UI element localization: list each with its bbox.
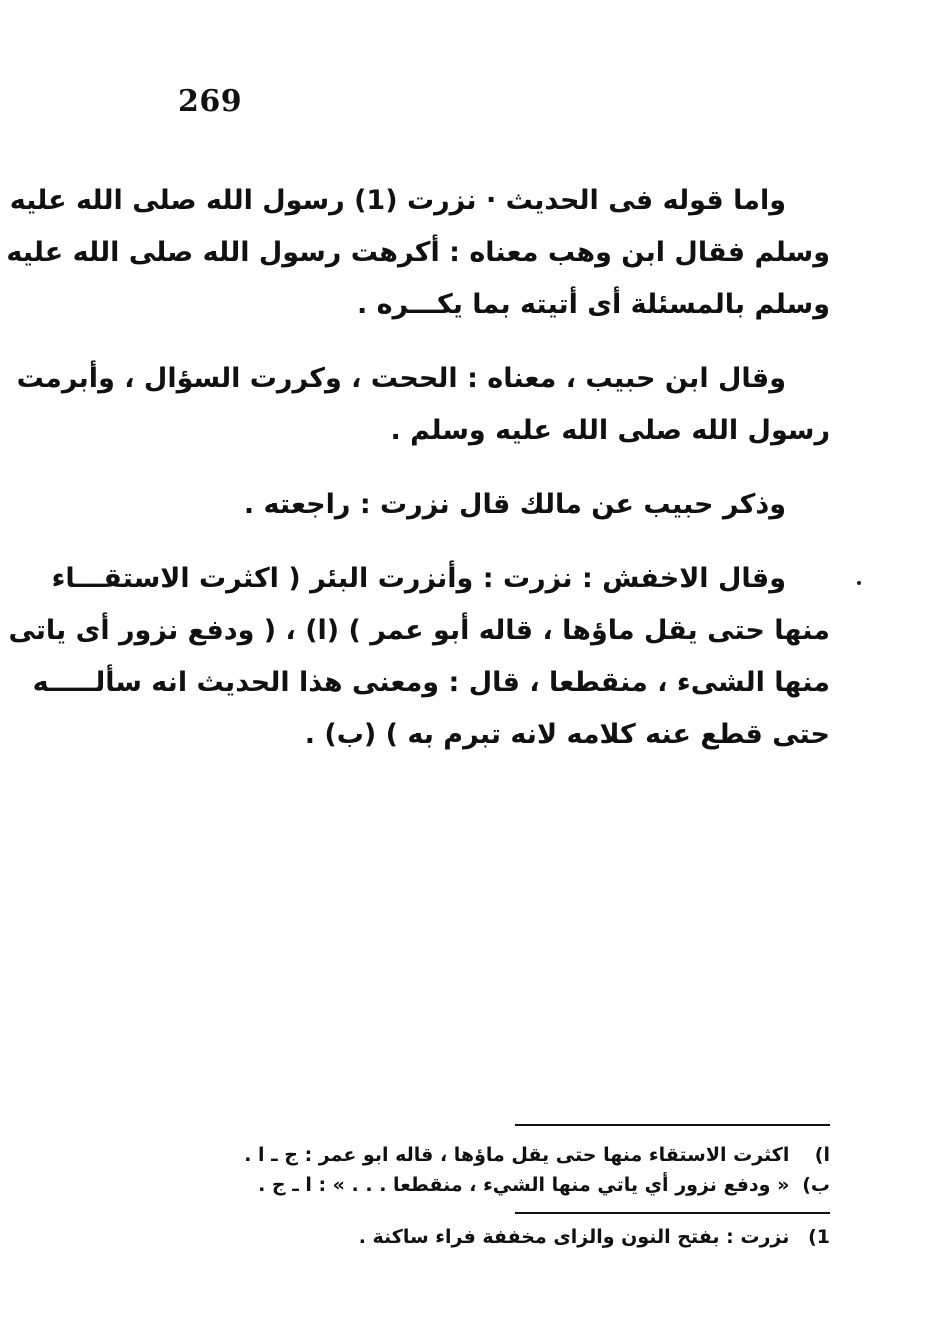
text-line: منها حتى يقل ماؤها ، قاله أبو عمر ) (ا) ، ( ودفع نزور أى ياتى [8, 615, 830, 646]
text-line: وسلم بالمسئلة أى أتيته بما يكـــره . [356, 289, 830, 320]
footnote-marker: ا) [814, 1144, 830, 1166]
footnote [150, 1222, 830, 1252]
text-line: وسلم فقال ابن وهب معناه : أكرهت رسول الله صلى الله عليه [6, 237, 830, 268]
text-line: واما قوله فى الحديث · نزرت (1) رسول الله صلى الله عليه [9, 185, 786, 216]
text-line: وقال ابن حبيب ، معناه : الححت ، وكررت السؤال ، وأبرمت [16, 363, 786, 394]
numbered-footnotes [150, 1222, 830, 1252]
paragraph [150, 479, 830, 531]
paragraph [6, 175, 830, 331]
variant-footnotes [150, 1140, 830, 1200]
footnote-marker: 1) [808, 1226, 830, 1248]
text-line: حتى قطع عنه كلامه لانه تبرم به ) (ب) . [304, 719, 830, 750]
footnote-marker: ب) [802, 1174, 830, 1196]
footnote [150, 1140, 830, 1170]
footnote-text: نزرت : بفتح النون والزاى مخففة فراء ساكنة . [358, 1226, 790, 1248]
body-text [6, 175, 830, 783]
footnote-separator [515, 1124, 830, 1126]
footnote-separator [515, 1212, 830, 1214]
text-line: وذكر حبيب عن مالك قال نزرت : راجعته . [243, 489, 786, 520]
paragraph [16, 353, 830, 457]
footnote-text: اكثرت الاستقاء منها حتى يقل ماؤها ، قاله ابو عمر : ج ـ ا . [244, 1144, 790, 1166]
text-line: منها الشىء ، منقطعا ، قال : ومعنى هذا الحديث انه سألـــــه [32, 667, 830, 698]
text-line: وقال الاخفش : نزرت : وأنزرت البئر ( اكثرت الاستقـــاء [51, 563, 786, 594]
text-line: رسول الله صلى الله عليه وسلم . [390, 415, 830, 446]
stray-mark [857, 581, 861, 585]
paragraph [8, 553, 830, 761]
footnote [150, 1170, 830, 1200]
footnote-text: « ودفع نزور أي ياتي منها الشيء ، منقطعا . . . » : ا ـ ج . [258, 1174, 790, 1196]
page-number: 269 [178, 84, 243, 119]
